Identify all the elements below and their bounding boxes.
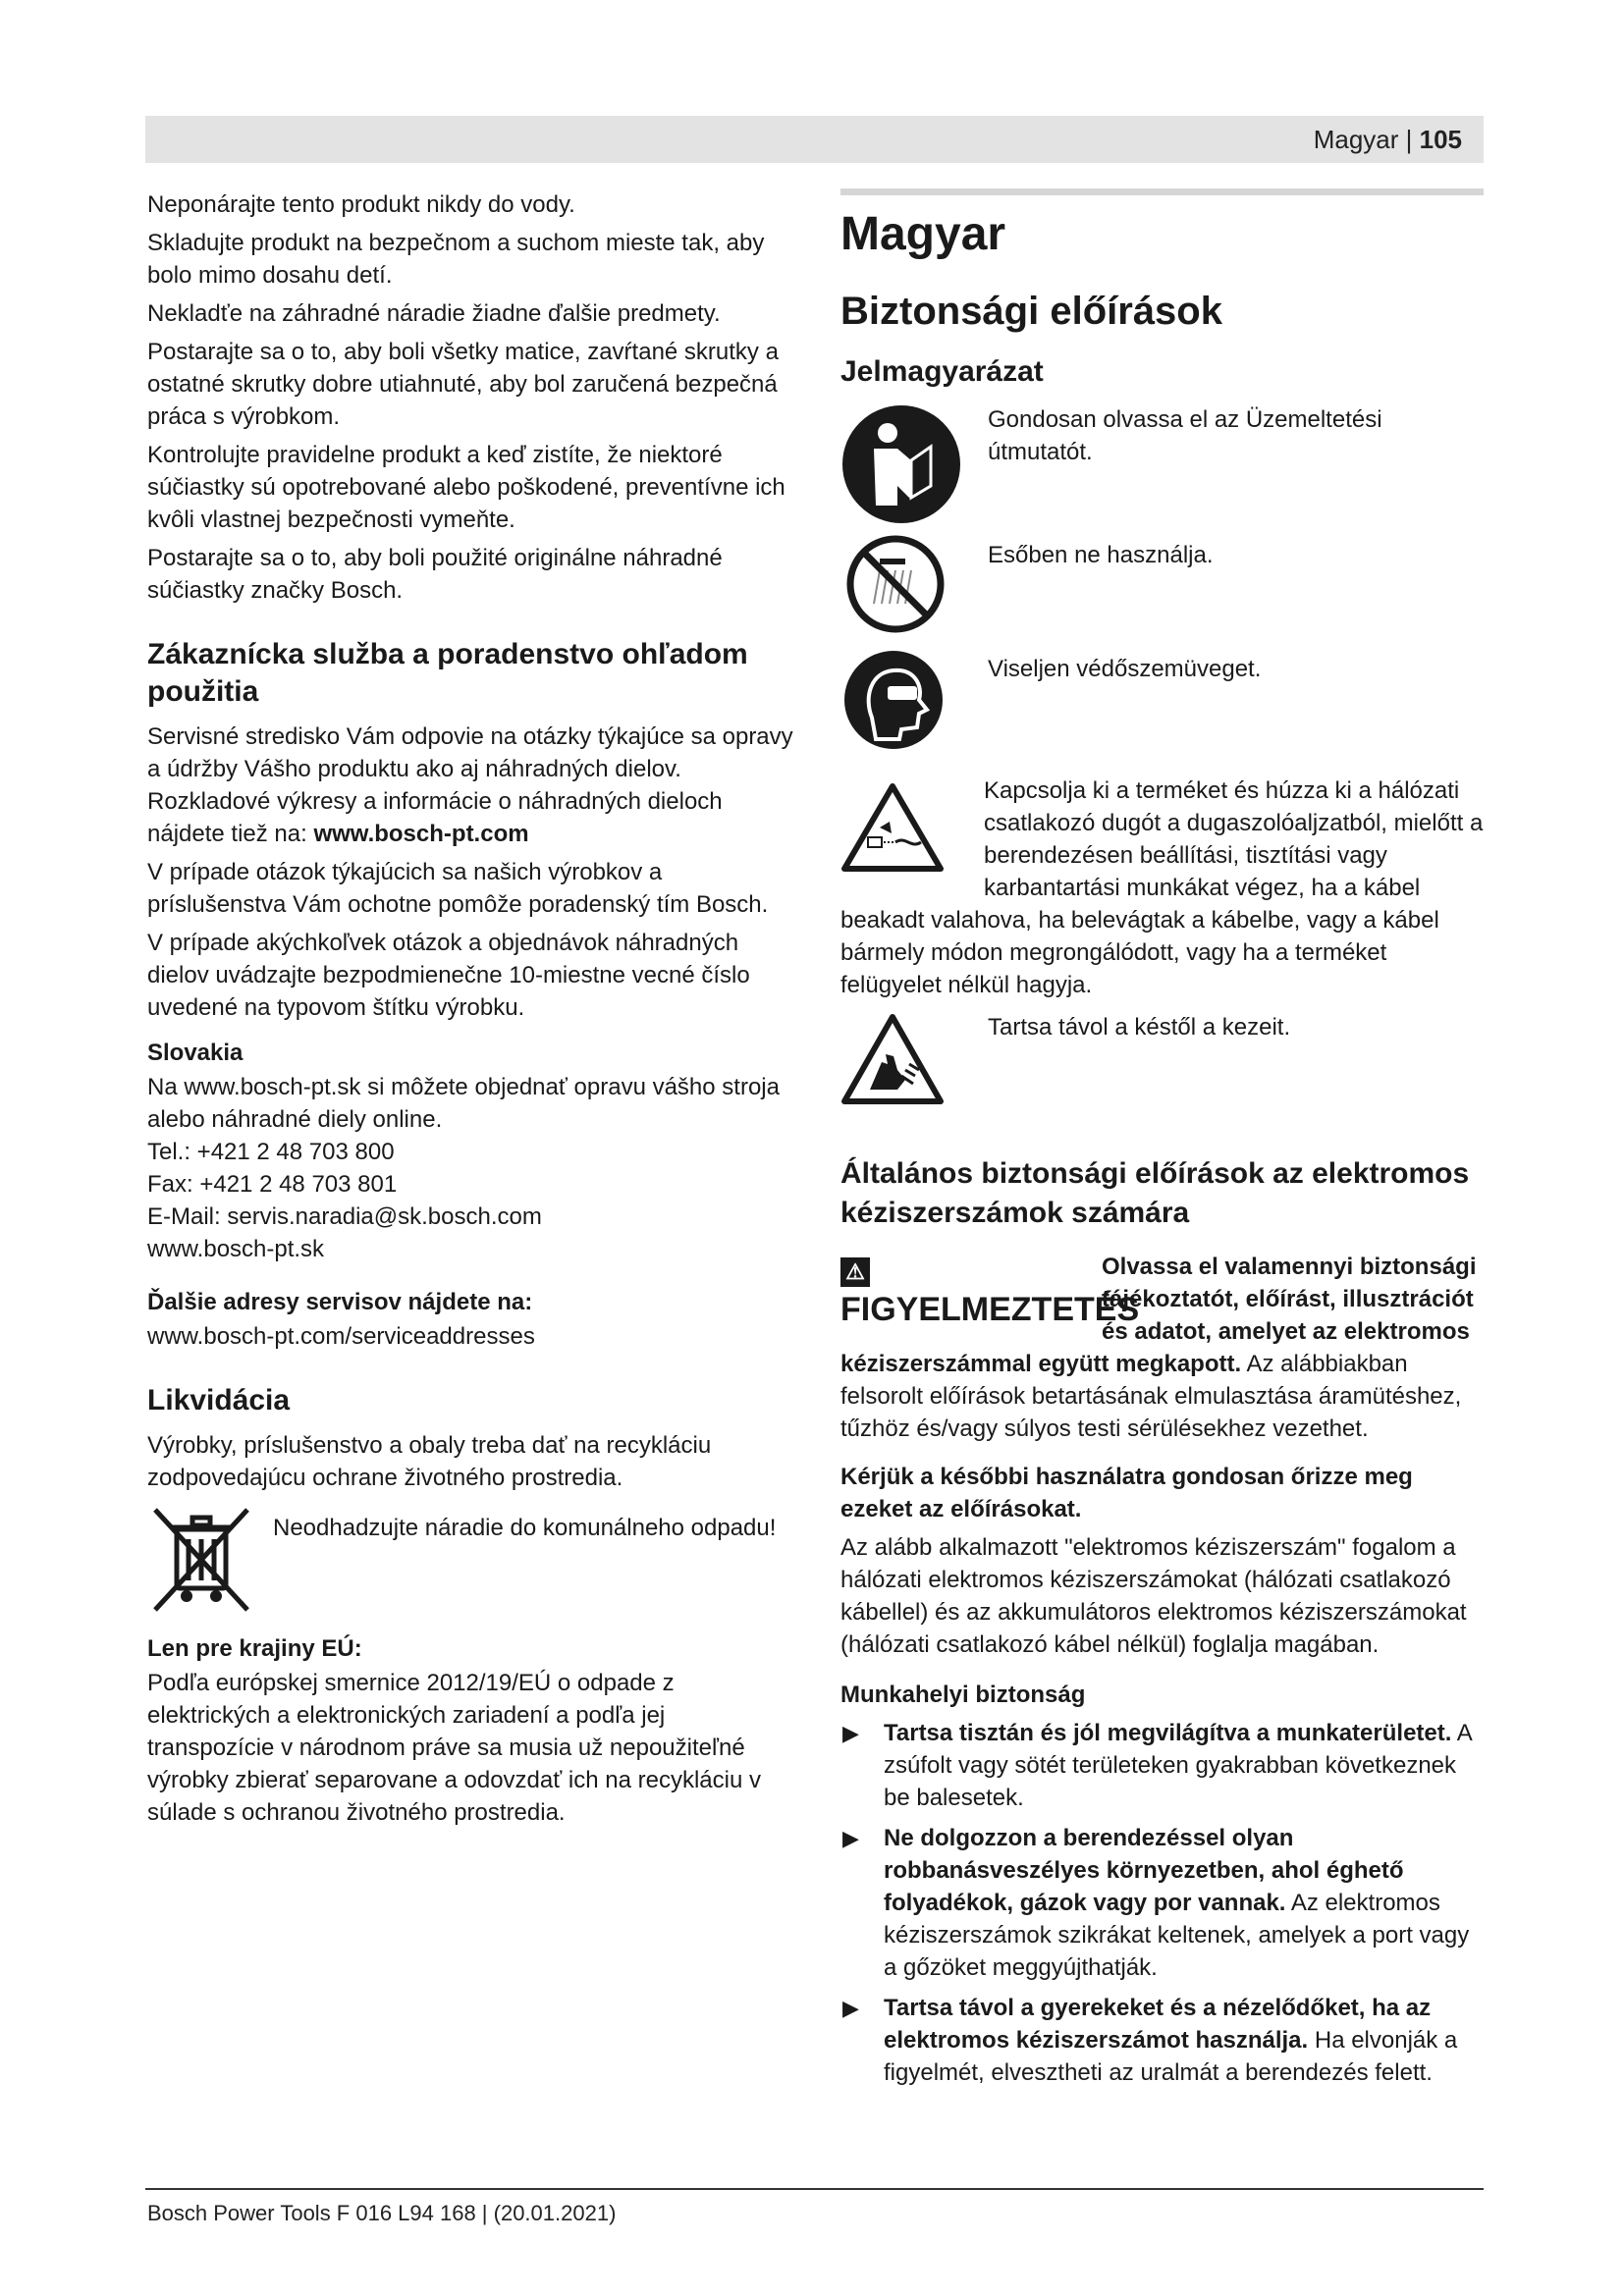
warning-label	[840, 1251, 1140, 1329]
symbol-text: Esőben ne használja.	[988, 542, 1214, 568]
list-item	[840, 1822, 1484, 1984]
page-header-text	[1314, 125, 1462, 155]
workplace-heading: Munkahelyi biztonság	[840, 1682, 1086, 1708]
crossed-bin-icon	[147, 1502, 255, 1620]
intro-paragraph: Postarajte sa o to, aby boli všetky matice, zavŕtané skrutky a ostatné skrutky dobre utiahnuté, aby bol zaručená bezpečná práca s výrobkom.	[147, 339, 779, 430]
eu-heading: Len pre krajiny EÚ:	[147, 1635, 362, 1662]
warning-block	[840, 1251, 1484, 1451]
bullet-normal-text: A zsúfolt vagy sötét területeken gyakrabban következnek be balesetek.	[884, 1720, 1472, 1811]
header-separator: |	[1398, 125, 1420, 154]
weee-row	[147, 1502, 795, 1620]
general-safety-heading: Általános biztonsági előírások az elektromos kéziszerszámok számára	[840, 1157, 1470, 1229]
intro-paragraph: Kontrolujte pravidelne produkt a keď zistíte, že niektoré súčiastky sú opotrebované alebo poškodené, preventívne ich kvôli vlastnej bezpečnosti vymeňte.	[147, 442, 785, 533]
bullet-normal-text: Az elektromos kéziszerszámok szikrákat keltenek, amelyek a port vagy a gőzöket meggyújthatják.	[884, 1890, 1470, 1981]
intro-paragraph: Postarajte sa o to, aby boli použité originálne náhradné súčiastky značky Bosch.	[147, 545, 723, 604]
workplace-list	[840, 1717, 1484, 2089]
term-paragraph: Az alább alkalmazott "elektromos kéziszerszám" fogalom a hálózati elektromos kéziszerszámokat (hálózati csatlakozó kábellel) és az akkumulátoros elektromos kéziszerszámokat (hálózati csatlakozó kábel nélkül) foglalja magában.	[840, 1534, 1467, 1658]
contact-email[interactable]: E-Mail: servis.naradia@sk.bosch.com	[147, 1203, 542, 1230]
contact-fax: Fax: +421 2 48 703 801	[147, 1171, 398, 1198]
symbol-text: Kapcsolja ki a terméket és húzza ki a hálózati csatlakozó dugót a dugaszolóaljzatból, mielőtt a berendezésen beállítási, tisztítási vagy karbantartási munkákat végez, ha a kábel beakadt valahova, ha belevágtak a kábelbe, vagy a kábel bármely módon megrongálódott, vagy ha a terméket felügyelet nélkül hagyja.	[840, 777, 1484, 998]
intro-paragraph: Skladujte produkt na bezpečnom a suchom mieste tak, aby bolo mimo dosahu detí.	[147, 230, 765, 289]
bullet-normal-text: Ha elvonják a figyelmét, elvesztheti az uralmát a berendezés felett.	[884, 2027, 1458, 2086]
contact-block	[147, 1071, 795, 1265]
bullet-bold-text: Tartsa távol a gyerekeket és a nézelődőket, ha az elektromos kéziszerszámot használja.	[884, 1995, 1432, 2054]
left-column	[147, 188, 795, 1835]
disposal-paragraph: Výrobky, príslušenstvo a obaly treba dať na recykláciu zodpovedajúcu ochrane životného prostredia.	[147, 1432, 712, 1491]
contact-tel: Tel.: +421 2 48 703 800	[147, 1139, 395, 1165]
intro-paragraph: Nekladťe na záhradné náradie žiadne ďalšie predmety.	[147, 300, 721, 327]
page-header	[145, 116, 1484, 163]
right-column	[840, 188, 1484, 2097]
bullet-arrow-icon: ▶	[842, 1996, 859, 2020]
intro-paragraph: Neponárajte tento produkt nikdy do vody.	[147, 191, 575, 218]
page-number: 105	[1419, 125, 1462, 154]
service-paragraph-1	[147, 721, 795, 850]
legend-heading: Jelmagyarázat	[840, 355, 1044, 388]
language-title: Magyar	[840, 208, 1006, 260]
bullet-arrow-icon: ▶	[842, 1721, 859, 1745]
header-language: Magyar	[1313, 125, 1399, 154]
section-rule	[840, 188, 1484, 195]
bosch-website-link[interactable]: www.bosch-pt.com	[313, 821, 529, 847]
warning-normal-text: Az alábbiakban felsorolt előírások betartásának elmulasztása áramütéshez, tűzhöz és/vagy súlyos testi sérülésekhez vezethet.	[840, 1351, 1462, 1442]
service-paragraph-1-text: Servisné stredisko Vám odpovie na otázky týkajúce sa opravy a údržby Vášho produktu ako aj náhradných dielov. Rozkladové výkresy a informácie o náhradných dieloch nájdete tiež na:	[147, 723, 793, 847]
safety-heading: Biztonsági előírások	[840, 290, 1222, 333]
eu-paragraph: Podľa európskej smernice 2012/19/EÚ o odpade z elektrických a elektronických zariadení a podľa jej transpozície v národnom práve sa musia už nepoužiteľné výrobky zbierať separovane a odovzdať ich na recykláciu v súlade s ochranou životného prostredia.	[147, 1670, 761, 1826]
more-addresses-heading: Ďalšie adresy servisov nájdete na:	[147, 1289, 533, 1315]
contact-web[interactable]: www.bosch-pt.sk	[147, 1236, 325, 1262]
symbol-text: Gondosan olvassa el az Üzemeltetési útmutatót.	[988, 406, 1382, 465]
read-manual-icon	[840, 403, 962, 525]
symbol-row-no-rain	[840, 533, 1484, 649]
bullet-bold-text: Ne dolgozzon a berendezéssel olyan robbanásveszélyes környezetben, ahol éghető folyadékok, gázok vagy por vannak.	[884, 1825, 1404, 1916]
symbol-text: Tartsa távol a késtől a kezeit.	[988, 1014, 1291, 1041]
more-addresses-url[interactable]: www.bosch-pt.com/serviceaddresses	[147, 1323, 535, 1350]
footer-rule	[145, 2188, 1484, 2190]
blade-hand-warning-icon	[840, 1011, 945, 1109]
bullet-bold-text: Tartsa tisztán és jól megvilágítva a munkaterületet.	[884, 1720, 1452, 1746]
disposal-heading: Likvidácia	[147, 1384, 291, 1416]
symbol-row-unplug	[840, 774, 1484, 1001]
warning-label-text: FIGYELMEZTETÉS	[840, 1291, 1140, 1328]
service-heading: Zákaznícka služba a poradenstvo ohľadom použitia	[147, 638, 748, 708]
warning-triangle-icon: ⚠	[840, 1257, 870, 1287]
symbol-row-read-manual	[840, 403, 1484, 531]
unplug-warning-icon	[840, 780, 945, 875]
symbol-row-blade-hand	[840, 1011, 1484, 1129]
safety-goggles-icon	[842, 649, 945, 751]
no-rain-icon	[844, 533, 947, 635]
warning-bold-text: Olvassa el valamennyi biztonsági tájékoztatót, előírást, illusztrációt és adatot, amelyet az elektromos kéziszerszámmal együtt megkapott.	[840, 1254, 1477, 1377]
keep-instructions: Kérjük a későbbi használatra gondosan őrizze meg ezeket az előírásokat.	[840, 1464, 1413, 1522]
contact-line: Na www.bosch-pt.sk si môžete objednať opravu vášho stroja alebo náhradné diely online.	[147, 1074, 780, 1133]
service-paragraph-2: V prípade otázok týkajúcich sa našich výrobkov a príslušenstva Vám ochotne pomôže poradenský tím Bosch.	[147, 859, 769, 918]
bullet-arrow-icon: ▶	[842, 1826, 859, 1850]
list-item	[840, 1717, 1484, 1814]
list-item	[840, 1992, 1484, 2089]
symbol-row-goggles	[840, 649, 1484, 774]
symbol-text: Viseljen védőszemüveget.	[988, 656, 1262, 682]
service-paragraph-3: V prípade akýchkoľvek otázok a objednávok náhradných dielov uvádzajte bezpodmienečne 10-miestne vecné číslo uvedené na typovom štítku výrobku.	[147, 930, 750, 1021]
footer-text: Bosch Power Tools F 016 L94 168 | (20.01.2021)	[147, 2201, 617, 2225]
country-heading: Slovakia	[147, 1040, 244, 1066]
weee-text: Neodhadzujte náradie do komunálneho odpadu!	[273, 1515, 777, 1541]
